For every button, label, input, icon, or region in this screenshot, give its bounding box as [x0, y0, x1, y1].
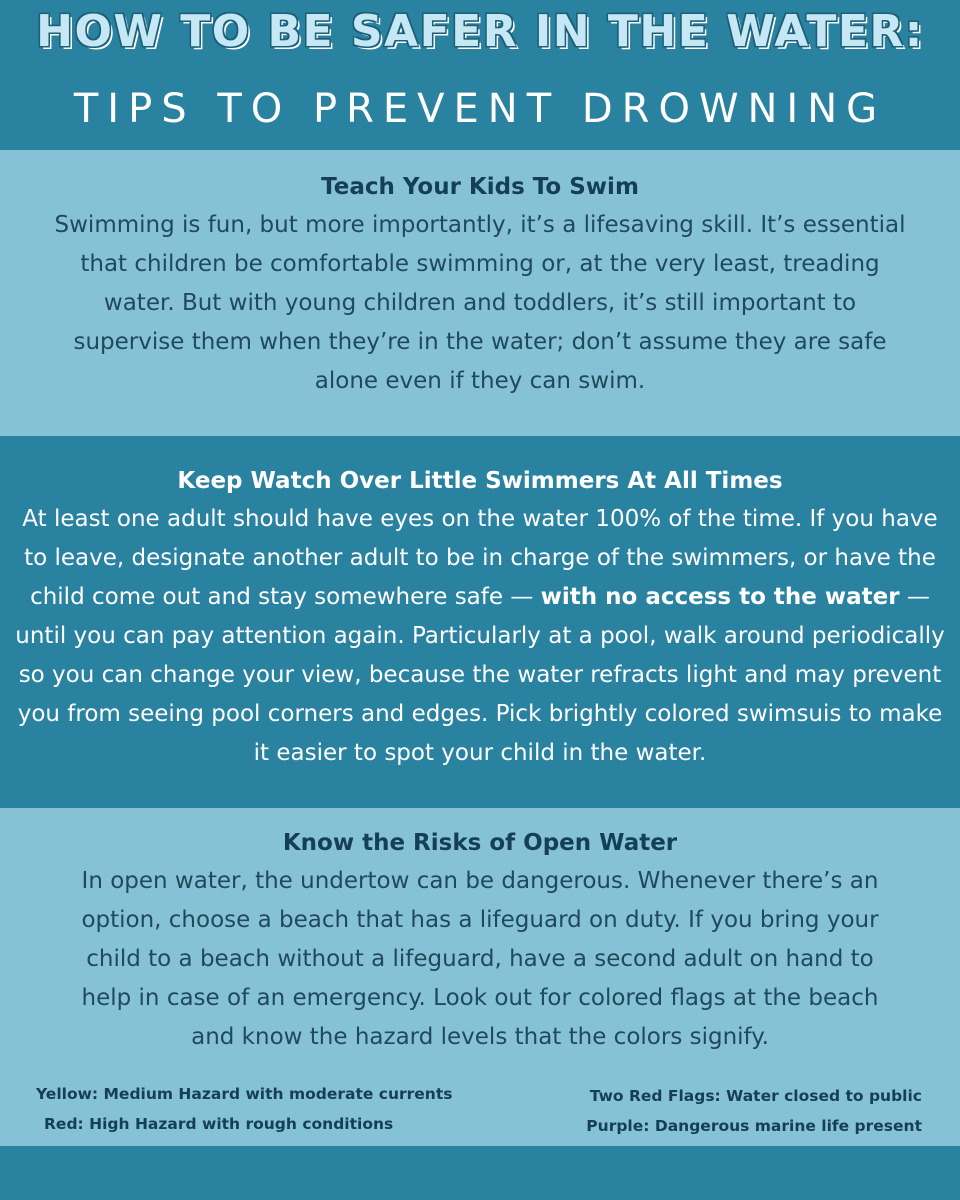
header [0, 0, 960, 150]
section-teach-kids-to-swim [0, 150, 960, 436]
section-title: Teach Your Kids To Swim [321, 174, 639, 200]
section-body [14, 500, 946, 773]
section-body: Swimming is fun, but more importantly, it’s a lifesaving skill. It’s essential that children be comfortable swimming or, at the very least, treading water. But with young children and toddlers, it’s still important to supervise them when they’re in the water; don’t assume they are safe alone even if they can swim. [54, 212, 906, 394]
section-title: Keep Watch Over Little Swimmers At All Times [177, 468, 783, 494]
section-keep-watch [0, 436, 960, 808]
body-emphasis: with no access to the water [540, 584, 900, 610]
section-title: Know the Risks of Open Water [282, 830, 678, 856]
flag-purple: Purple: Dangerous marine life present [586, 1117, 922, 1135]
flag-yellow: Yellow: Medium Hazard with moderate currents [36, 1085, 453, 1103]
flag-red: Red: High Hazard with rough conditions [44, 1115, 394, 1133]
footer-band [0, 1146, 960, 1200]
page-title: HOW TO BE SAFER IN THE WATER: [36, 6, 924, 57]
body-text: — until you can pay attention again. Particularly at a pool, walk around periodically so you can change your view, because the water refracts light and may prevent you from seeing pool corners and edges. Pick brightly colored swimsuis to make it easier to spot your child in the water. [15, 584, 945, 766]
page-subtitle: TIPS TO PREVENT DROWNING [73, 86, 887, 132]
flag-two-red: Two Red Flags: Water closed to public [589, 1087, 922, 1105]
section-body: In open water, the undertow can be dangerous. Whenever there’s an option, choose a beach that has a lifeguard on duty. If you bring your child to a beach without a lifeguard, have a second adult on hand to help in case of an emergency. Look out for colored flags at the beach and know the hazard levels that the colors signify. [81, 868, 879, 1050]
body-text: At least one adult should have eyes on the water 100% of the time. If you have to leave, designate another adult to be in charge of the swimmers, or have the child come out and stay somewhere safe — [22, 506, 938, 610]
section-open-water-risks [0, 808, 960, 1146]
